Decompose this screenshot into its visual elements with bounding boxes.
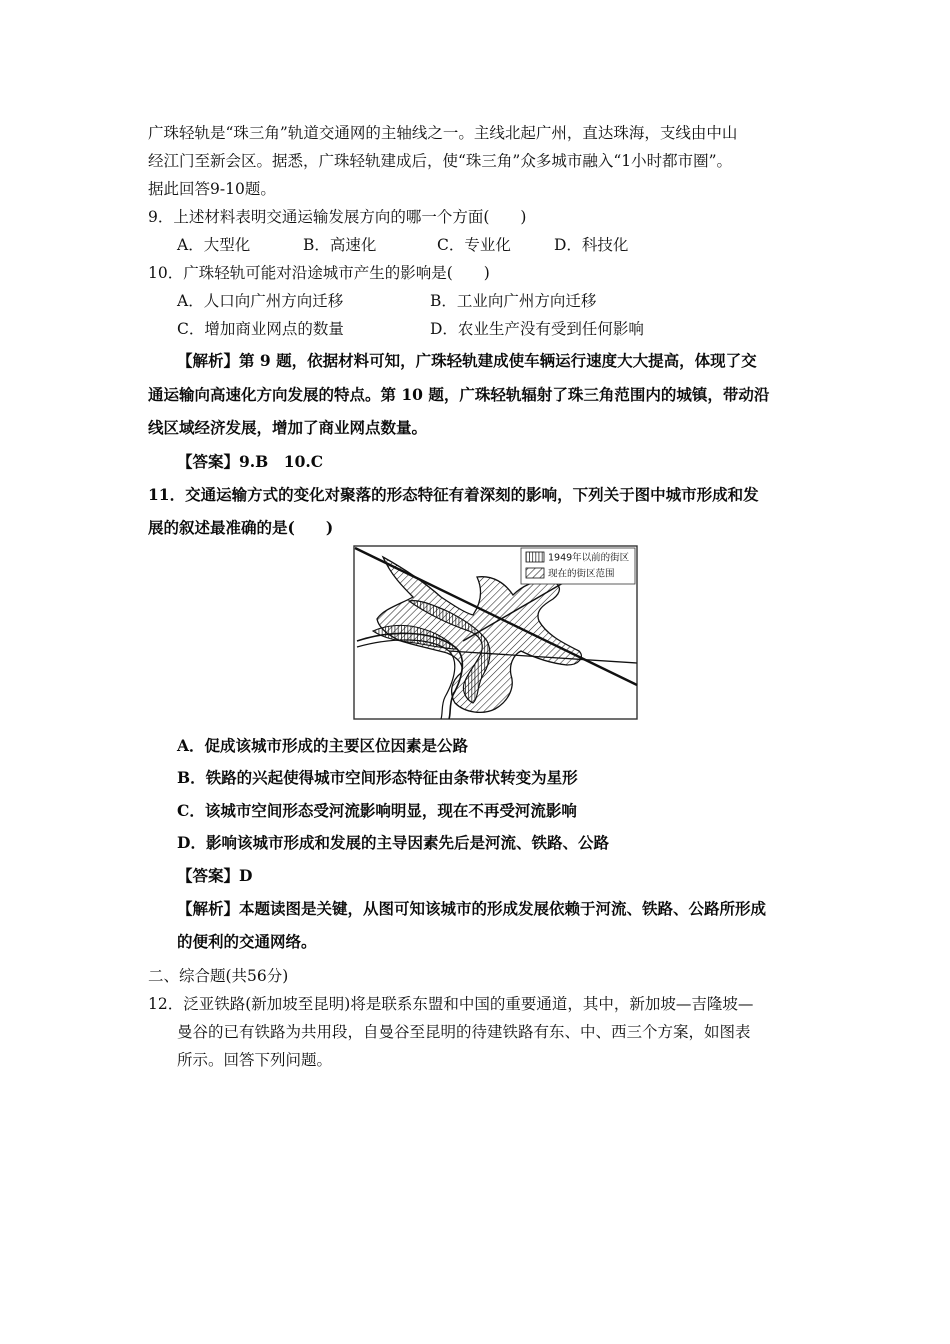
analysis1-line-3: 线区域经济发展，增加了商业网点数量。 [148,418,428,437]
q10-option-d: D．农业生产没有受到任何影响 [430,320,644,338]
q9-option-b: B．高速化 [303,236,377,254]
answer2: 【答案】D [177,866,253,885]
q9-stem: 9．上述材料表明交通运输发展方向的哪一个方面( ) [148,208,527,226]
answer1: 【答案】9.B 10.C [177,452,324,471]
legend-label-pre1949: 1949年以前的街区 [548,552,630,564]
legend-swatch-current [526,568,544,578]
q11-stem-2: 展的叙述最准确的是( ) [148,518,334,537]
city-map-figure [353,545,638,720]
q9-option-d: D．科技化 [554,236,629,254]
q11-option-a: A．促成该城市形成的主要区位因素是公路 [177,736,469,755]
intro-line-1: 广珠轻轨是“珠三角”轨道交通网的主轴线之一。主线北起广州，直达珠海，支线由中山 [148,124,738,142]
q9-option-c: C．专业化 [437,236,511,254]
analysis2-line-1: 【解析】本题读图是关键，从图可知该城市的形成发展依赖于河流、铁路、公路所形成 [177,899,767,918]
q12-line-2: 曼谷的已有铁路为共用段，自曼谷至昆明的待建铁路有东、中、西三个方案，如图表 [177,1023,751,1041]
q11-option-d: D．影响该城市形成和发展的主导因素先后是河流、铁路、公路 [177,833,609,852]
section2-heading: 二、综合题(共56分) [148,967,289,985]
analysis2-line-2: 的便利的交通网络。 [177,932,317,951]
intro-line-3: 据此回答9-10题。 [148,180,276,198]
q9-option-a: A．大型化 [177,236,251,254]
q11-option-b: B．铁路的兴起使得城市空间形态特征由条带状转变为星形 [177,768,578,787]
intro-line-2: 经江门至新会区。据悉，广珠轻轨建成后，使“珠三角”众多城市融入“1小时都市圈”。 [148,152,733,170]
q11-option-c: C．该城市空间形态受河流影响明显，现在不再受河流影响 [177,801,577,820]
legend-label-current: 现在的街区范围 [548,568,615,580]
legend-swatch-pre1949 [526,552,544,562]
q10-option-c: C．增加商业网点的数量 [177,320,344,338]
q12-line-3: 所示。回答下列问题。 [177,1051,333,1069]
q12-line-1: 12．泛亚铁路(新加坡至昆明)将是联系东盟和中国的重要通道，其中，新加坡—吉隆坡— [148,995,754,1013]
q10-option-a: A．人口向广州方向迁移 [177,292,344,310]
q10-stem: 10．广珠轻轨可能对沿途城市产生的影响是( ) [148,264,490,282]
figure-legend [521,548,635,584]
analysis1-line-2: 通运输向高速化方向发展的特点。第 10 题，广珠轻轨辐射了珠三角范围内的城镇，带动沿 [148,385,770,404]
q11-stem-1: 11．交通运输方式的变化对聚落的形态特征有着深刻的影响，下列关于图中城市形成和发 [148,485,759,504]
analysis1-line-1: 【解析】第 9 题，依据材料可知，广珠轻轨建成使车辆运行速度大大提高，体现了交 [177,351,757,370]
q10-option-b: B．工业向广州方向迁移 [430,292,597,310]
